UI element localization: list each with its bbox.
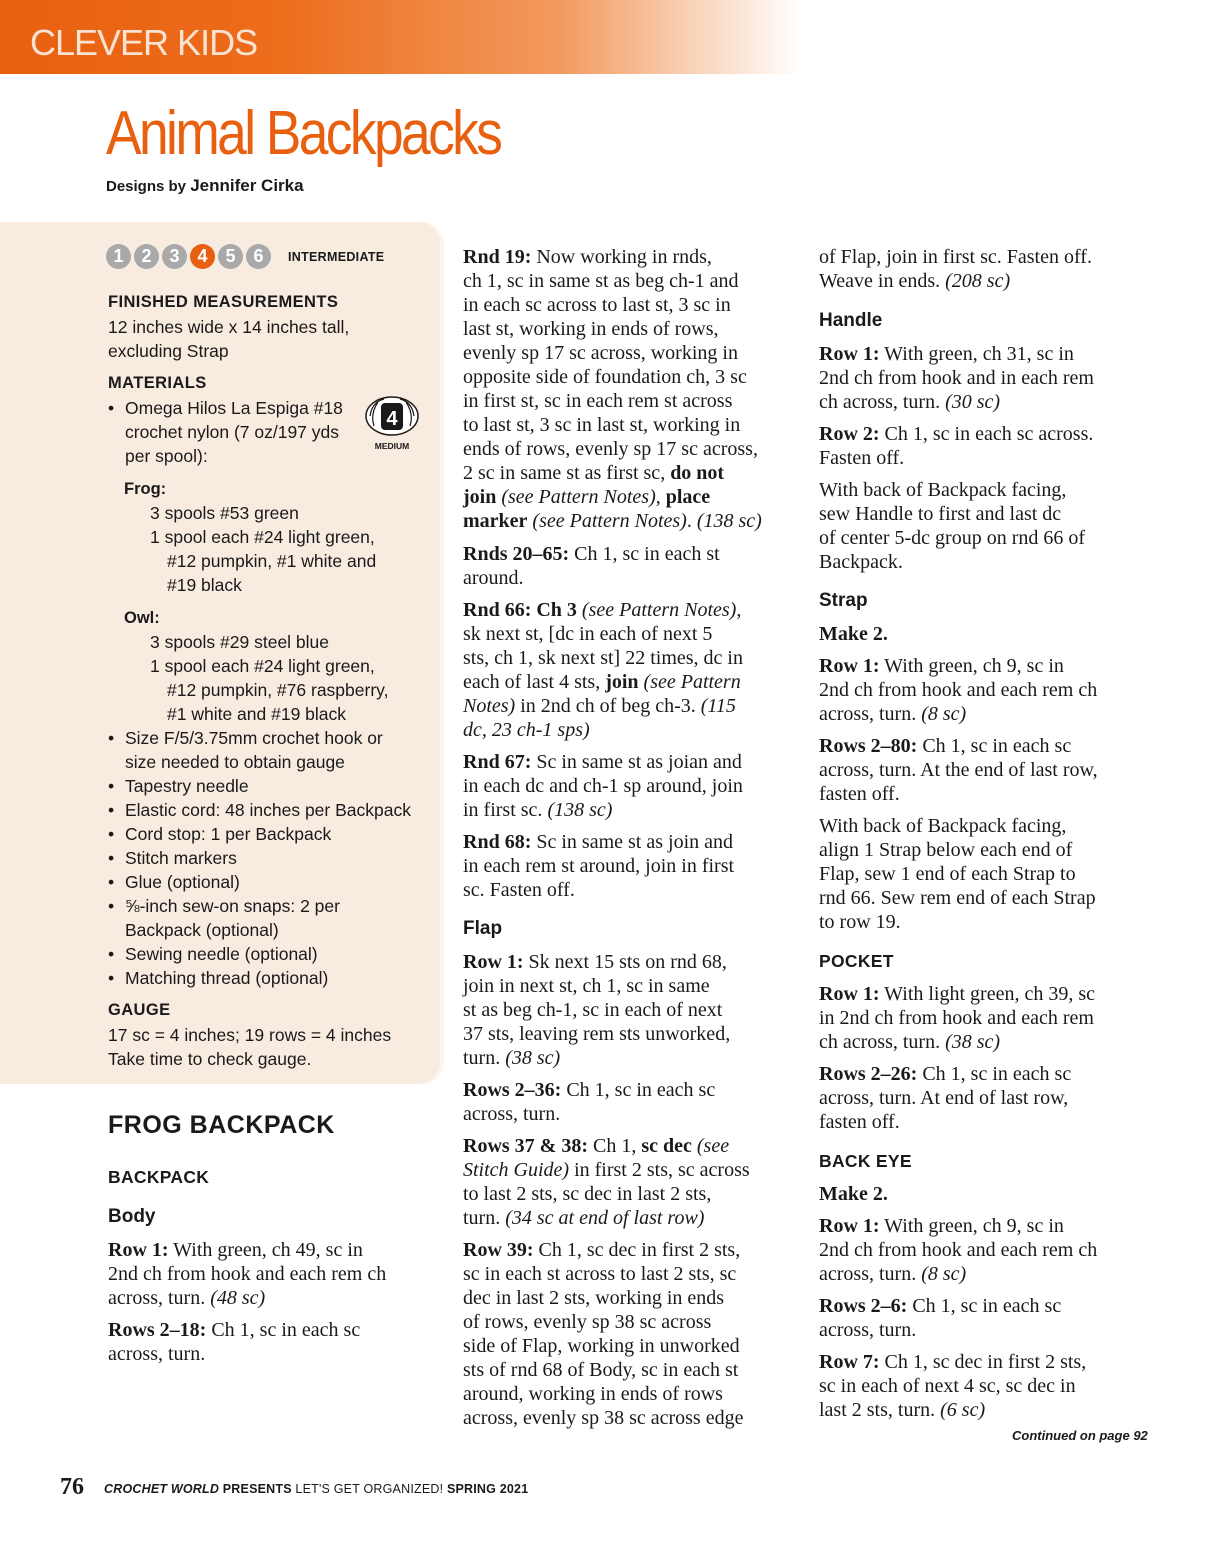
row-text: in first 2 sts, sc across bbox=[569, 1159, 750, 1181]
row-text: in 2nd ch of beg ch-3. bbox=[515, 695, 701, 717]
stitch-count: (38 sc) bbox=[505, 1047, 561, 1069]
row-bold: marker bbox=[463, 510, 528, 532]
flap-row-1 bbox=[463, 950, 730, 1070]
row-text: Sc in same st as join and bbox=[531, 831, 733, 853]
backpack-heading: BACKPACK bbox=[108, 1167, 210, 1187]
pocket-heading: POCKET bbox=[819, 951, 894, 971]
row-text: evenly sp 17 sc across, working in bbox=[463, 342, 738, 364]
row-text: Ch 1, sc in each sc bbox=[561, 1079, 716, 1101]
gauge-line: Take time to check gauge. bbox=[108, 1049, 312, 1069]
row-text: With light green, ch 39, sc bbox=[879, 983, 1095, 1005]
row-text: align 1 Strap below each end of bbox=[819, 839, 1073, 861]
row-label: Rnd 66: Ch 3 bbox=[463, 599, 577, 621]
yarn-weight-number: 4 bbox=[386, 408, 398, 430]
row-text: st as beg ch-1, sc in each of next bbox=[463, 999, 723, 1021]
row-text: across, turn. At the end of last row, bbox=[819, 759, 1098, 781]
row-text: Ch 1, sc in each sc bbox=[907, 1295, 1062, 1317]
row-text: of Flap, join in first sc. Fasten off. bbox=[819, 246, 1092, 268]
row-text: , bbox=[655, 486, 666, 508]
row-label: Rnd 67: bbox=[463, 751, 532, 773]
measurements-line: excluding Strap bbox=[108, 341, 229, 361]
row-text: around, working in ends of rows bbox=[463, 1383, 723, 1405]
section-banner bbox=[0, 0, 800, 74]
material-item: • Sewing needle (optional) bbox=[125, 942, 318, 966]
row-text: With back of Backpack facing, bbox=[819, 479, 1067, 501]
material-item: • Glue (optional) bbox=[125, 870, 240, 894]
row-text: across, turn. bbox=[819, 1263, 922, 1285]
snaps-line: • ⅝-inch sew-on snaps: 2 per bbox=[125, 896, 340, 916]
row-text: in each rem st around, join in first bbox=[463, 855, 735, 877]
row-italic: (see bbox=[691, 1135, 730, 1157]
row-text: Fasten off. bbox=[819, 447, 905, 469]
materials-heading: MATERIALS bbox=[108, 374, 207, 392]
row-text: sk next st, [dc in each of next 5 bbox=[463, 623, 713, 645]
row-label: Rnd 68: bbox=[463, 831, 532, 853]
skill-level bbox=[106, 244, 384, 269]
row-text: Weave in ends. bbox=[819, 270, 946, 292]
flap-row-39 bbox=[463, 1238, 743, 1430]
row-text: sc. Fasten off. bbox=[463, 879, 575, 901]
byline-prefix: Designs by bbox=[106, 178, 187, 195]
row-label: Rnds 20–65: bbox=[463, 543, 570, 565]
row-text: turn. bbox=[463, 1047, 506, 1069]
row-text: turn. bbox=[463, 1207, 506, 1229]
row-text: in each sc across to last st, 3 sc in bbox=[463, 294, 731, 316]
section-label: CLEVER KIDS bbox=[30, 22, 258, 63]
measurements-heading: FINISHED MEASUREMENTS bbox=[108, 293, 339, 311]
row-text: 2nd ch from hook and each rem ch bbox=[819, 679, 1098, 701]
designer-name: Jennifer Cirka bbox=[190, 176, 304, 195]
row-italic: (see Pattern Notes) bbox=[527, 510, 687, 532]
pocket-row-1 bbox=[819, 982, 1095, 1054]
row-label: Row 1: bbox=[819, 1215, 880, 1237]
owl-material-line: 1 spool each #24 light green, bbox=[150, 656, 375, 676]
stitch-count: (8 sc) bbox=[921, 703, 967, 725]
row-text: 2 sc in same st as first sc, bbox=[463, 462, 671, 484]
row-text: join in next st, ch 1, sc in same bbox=[463, 975, 710, 997]
row-text: With green, ch 9, sc in bbox=[879, 1215, 1064, 1237]
row-text: With back of Backpack facing, bbox=[819, 815, 1067, 837]
row-label: Row 39: bbox=[463, 1239, 534, 1261]
row-label: Rnd 19: bbox=[463, 246, 532, 268]
row-label: Row 1: bbox=[819, 655, 880, 677]
row-label: Row 1: bbox=[108, 1239, 169, 1261]
rnd-68 bbox=[463, 830, 734, 902]
row-bold: join bbox=[463, 486, 497, 508]
continued-note: Continued on page 92 bbox=[1012, 1428, 1148, 1443]
stitch-count: dc, 23 ch-1 sps) bbox=[463, 719, 590, 741]
measurements-text bbox=[108, 315, 349, 363]
row-text: Sk next 15 sts on rnd 68, bbox=[523, 951, 727, 973]
snaps-item bbox=[125, 894, 340, 942]
row-text: With green, ch 31, sc in bbox=[879, 343, 1074, 365]
strap-make-2: Make 2. bbox=[819, 623, 888, 645]
yarn-line: per spool): bbox=[125, 446, 208, 466]
row-text: ch 1, sc in same st as beg ch-1 and bbox=[463, 270, 739, 292]
stitch-count: (48 sc) bbox=[210, 1287, 266, 1309]
page-number: 76 bbox=[60, 1474, 84, 1500]
row-text: in each dc and ch-1 sp around, join bbox=[463, 775, 743, 797]
rnd-19 bbox=[463, 245, 762, 533]
row-italic: (see Pattern bbox=[638, 671, 741, 693]
owl-materials bbox=[150, 630, 388, 726]
row-text: in first st, sc in each rem st across bbox=[463, 390, 733, 412]
frog-materials bbox=[150, 501, 376, 597]
hook-line: size needed to obtain gauge bbox=[125, 752, 345, 772]
frog-backpack-heading: FROG BACKPACK bbox=[108, 1111, 335, 1139]
gauge-text bbox=[108, 1023, 391, 1071]
row-text: to row 19. bbox=[819, 911, 901, 933]
row-label: Rows 37 & 38: bbox=[463, 1135, 588, 1157]
stitch-count: (34 sc at end of last row) bbox=[505, 1207, 705, 1229]
flap-rows-37-38 bbox=[463, 1134, 750, 1230]
handle-assembly bbox=[819, 478, 1085, 574]
body-heading: Body bbox=[108, 1206, 156, 1227]
row-text: across, evenly sp 38 sc across edge bbox=[463, 1407, 744, 1429]
hook-line: • Size F/5/3.75mm crochet hook or bbox=[125, 728, 383, 748]
row-label: Rows 2–18: bbox=[108, 1319, 207, 1341]
handle-heading: Handle bbox=[819, 310, 883, 331]
row-label: Rows 2–26: bbox=[819, 1063, 918, 1085]
footer-presents: PRESENTS bbox=[219, 1482, 296, 1496]
row-text: Ch 1, sc in each st bbox=[569, 543, 720, 565]
frog-material-line: #12 pumpkin, #1 white and bbox=[167, 551, 377, 571]
row-italic: (see Pattern Notes) bbox=[576, 599, 737, 621]
row-italic: Notes) bbox=[463, 695, 516, 717]
row-text: sts, ch 1, sk next st] 22 times, dc in bbox=[463, 647, 743, 669]
row-text: Ch 1, sc dec in first 2 sts, bbox=[879, 1351, 1087, 1373]
hook-item bbox=[125, 726, 383, 774]
row-text: across, turn. bbox=[819, 1319, 917, 1341]
row-italic: (see Pattern Notes) bbox=[496, 486, 656, 508]
row-text: each of last 4 sts, bbox=[463, 671, 606, 693]
yarn-weight-icon bbox=[364, 396, 420, 452]
row-text: Ch 1, sc in each sc bbox=[917, 1063, 1072, 1085]
stitch-count: (30 sc) bbox=[945, 391, 1001, 413]
skill-dot-6: 6 bbox=[246, 244, 271, 269]
row-label: Row 1: bbox=[463, 951, 524, 973]
row-label: Rows 2–36: bbox=[463, 1079, 562, 1101]
stitch-count: (38 sc) bbox=[945, 1031, 1001, 1053]
row-text: fasten off. bbox=[819, 783, 900, 805]
frog-material-line: 1 spool each #24 light green, bbox=[150, 527, 375, 547]
footer-credit bbox=[104, 1482, 528, 1496]
skill-dot-2: 2 bbox=[134, 244, 159, 269]
rnd-67 bbox=[463, 750, 743, 822]
yarn-weight-label: MEDIUM bbox=[374, 441, 410, 451]
stitch-count: (208 sc) bbox=[945, 270, 1011, 292]
owl-material-line: 3 spools #29 steel blue bbox=[150, 632, 330, 652]
row-text: Ch 1, sc in each sc across. bbox=[879, 423, 1094, 445]
strap-assembly bbox=[819, 814, 1096, 934]
back-eye-row-7 bbox=[819, 1350, 1086, 1422]
strap-row-1 bbox=[819, 654, 1097, 726]
row-text: 37 sts, leaving rem sts unworked, bbox=[463, 1023, 731, 1045]
material-item: • Cord stop: 1 per Backpack bbox=[125, 822, 331, 846]
row-text: ch across, turn. bbox=[819, 391, 946, 413]
yarn-line: crochet nylon (7 oz/197 yds bbox=[125, 422, 340, 442]
stitch-count: (8 sc) bbox=[921, 1263, 967, 1285]
body-rows-2-18 bbox=[108, 1318, 360, 1366]
row-text: sc in each st across to last 2 sts, sc bbox=[463, 1263, 737, 1285]
row-text: to last 2 sts, sc dec in last 2 sts, bbox=[463, 1183, 712, 1205]
row-label: Row 1: bbox=[819, 343, 880, 365]
row-text: of center 5-dc group on rnd 66 of bbox=[819, 527, 1086, 549]
row-text: across, turn. bbox=[108, 1343, 206, 1365]
row-text: last st, working in ends of rows, bbox=[463, 318, 719, 340]
back-eye-row-1 bbox=[819, 1214, 1097, 1286]
row-text: sew Handle to first and last dc bbox=[819, 503, 1062, 525]
row-text: With green, ch 49, sc in bbox=[168, 1239, 363, 1261]
row-text: Ch 1, sc dec in first 2 sts, bbox=[533, 1239, 741, 1261]
yarn-item-cont bbox=[125, 420, 339, 468]
row-label: Rows 2–80: bbox=[819, 735, 918, 757]
page-title: Animal Backpacks bbox=[106, 99, 501, 168]
row-text: . bbox=[686, 510, 697, 532]
material-item: • Tapestry needle bbox=[125, 774, 249, 798]
stitch-count: (6 sc) bbox=[940, 1399, 986, 1421]
back-eye-rows-2-6 bbox=[819, 1294, 1061, 1342]
gauge-line: 17 sc = 4 inches; 19 rows = 4 inches bbox=[108, 1025, 392, 1045]
row-label: Row 7: bbox=[819, 1351, 880, 1373]
row-text: Ch 1, sc in each sc bbox=[206, 1319, 361, 1341]
row-text: , bbox=[736, 599, 742, 621]
row-text: sc in each of next 4 sc, sc dec in bbox=[819, 1375, 1076, 1397]
body-row-1 bbox=[108, 1238, 386, 1310]
strap-heading: Strap bbox=[819, 590, 868, 611]
handle-row-2 bbox=[819, 422, 1093, 470]
row-italic: Stitch Guide) bbox=[463, 1159, 570, 1181]
row-bold: place bbox=[665, 486, 711, 508]
handle-row-1 bbox=[819, 342, 1094, 414]
rnds-20-65 bbox=[463, 542, 720, 590]
row-text: sts of rnd 68 of Body, sc in each st bbox=[463, 1359, 739, 1381]
issue-season: SPRING 2021 bbox=[446, 1482, 529, 1496]
row-bold: do not bbox=[670, 462, 725, 484]
flap-rows-2-36 bbox=[463, 1078, 715, 1126]
owl-materials-heading: Owl: bbox=[124, 609, 160, 627]
material-item: • Elastic cord: 48 inches per Backpack bbox=[125, 798, 411, 822]
row-text: ends of rows, evenly sp 17 sc across, bbox=[463, 438, 758, 460]
row-text: rnd 66. Sew rem end of each Strap bbox=[819, 887, 1096, 909]
frog-material-line: 3 spools #53 green bbox=[150, 503, 299, 523]
skill-dot-5: 5 bbox=[218, 244, 243, 269]
skill-dot-4-active: 4 bbox=[190, 244, 215, 269]
back-eye-heading: BACK EYE bbox=[819, 1151, 912, 1171]
row-text: across, turn. bbox=[463, 1103, 561, 1125]
row-text: across, turn. bbox=[819, 703, 922, 725]
row-label: Rows 2–6: bbox=[819, 1295, 908, 1317]
material-item: • Stitch markers bbox=[125, 846, 237, 870]
yarn-line: • Omega Hilos La Espiga #18 bbox=[125, 398, 343, 418]
frog-material-line: #19 black bbox=[167, 575, 242, 595]
snaps-line: Backpack (optional) bbox=[125, 920, 279, 940]
row-text: Backpack. bbox=[819, 551, 903, 573]
stitch-count: (115 bbox=[700, 695, 736, 717]
row-text: last 2 sts, turn. bbox=[819, 1399, 941, 1421]
row-text: in first sc. bbox=[463, 799, 548, 821]
skill-dot-3: 3 bbox=[162, 244, 187, 269]
flap-row-39-cont bbox=[819, 245, 1092, 293]
row-text: opposite side of foundation ch, 3 sc bbox=[463, 366, 747, 388]
row-label: Row 1: bbox=[819, 983, 880, 1005]
byline bbox=[106, 176, 304, 196]
stitch-count: (138 sc) bbox=[547, 799, 613, 821]
row-text: fasten off. bbox=[819, 1111, 900, 1133]
skill-dot-1: 1 bbox=[106, 244, 131, 269]
flap-heading: Flap bbox=[463, 918, 503, 939]
row-text: With green, ch 9, sc in bbox=[879, 655, 1064, 677]
row-text: side of Flap, working in unworked bbox=[463, 1335, 740, 1357]
row-text: around. bbox=[463, 567, 524, 589]
row-text: Ch 1, bbox=[588, 1135, 642, 1157]
rnd-66 bbox=[463, 598, 743, 742]
row-text: to last st, 3 sc in last st, working in bbox=[463, 414, 741, 436]
gauge-heading: GAUGE bbox=[108, 1001, 171, 1019]
row-bold: join bbox=[605, 671, 639, 693]
owl-material-line: #1 white and #19 black bbox=[167, 704, 347, 724]
row-text: Sc in same st as joian and bbox=[531, 751, 742, 773]
measurements-line: 12 inches wide x 14 inches tall, bbox=[108, 317, 350, 337]
row-text: Now working in rnds, bbox=[531, 246, 712, 268]
skill-label: INTERMEDIATE bbox=[288, 249, 385, 264]
row-text: Flap, sew 1 end of each Strap to bbox=[819, 863, 1076, 885]
row-text: 2nd ch from hook and in each rem bbox=[819, 367, 1094, 389]
frog-materials-heading: Frog: bbox=[124, 480, 167, 498]
row-text: in 2nd ch from hook and each rem bbox=[819, 1007, 1094, 1029]
owl-material-line: #12 pumpkin, #76 raspberry, bbox=[167, 680, 389, 700]
row-bold: sc dec bbox=[641, 1135, 692, 1157]
row-text: 2nd ch from hook and each rem ch bbox=[108, 1263, 387, 1285]
material-item: • Matching thread (optional) bbox=[125, 966, 328, 990]
row-text: 2nd ch from hook and each rem ch bbox=[819, 1239, 1098, 1261]
row-text: of rows, evenly sp 38 sc across bbox=[463, 1311, 712, 1333]
back-eye-make-2: Make 2. bbox=[819, 1183, 888, 1205]
stitch-count: (138 sc) bbox=[696, 510, 762, 532]
strap-rows-2-80 bbox=[819, 734, 1098, 806]
pocket-rows-2-26 bbox=[819, 1062, 1071, 1134]
issue-title: LET'S GET ORGANIZED! bbox=[295, 1482, 447, 1496]
row-label: Row 2: bbox=[819, 423, 880, 445]
row-text: across, turn. bbox=[108, 1287, 211, 1309]
magazine-name: CROCHET WORLD bbox=[104, 1482, 220, 1496]
row-text: Ch 1, sc in each sc bbox=[917, 735, 1072, 757]
row-text: across, turn. At end of last row, bbox=[819, 1087, 1069, 1109]
row-text: dec in last 2 sts, working in ends bbox=[463, 1287, 725, 1309]
row-text: ch across, turn. bbox=[819, 1031, 946, 1053]
yarn-item bbox=[125, 396, 343, 420]
